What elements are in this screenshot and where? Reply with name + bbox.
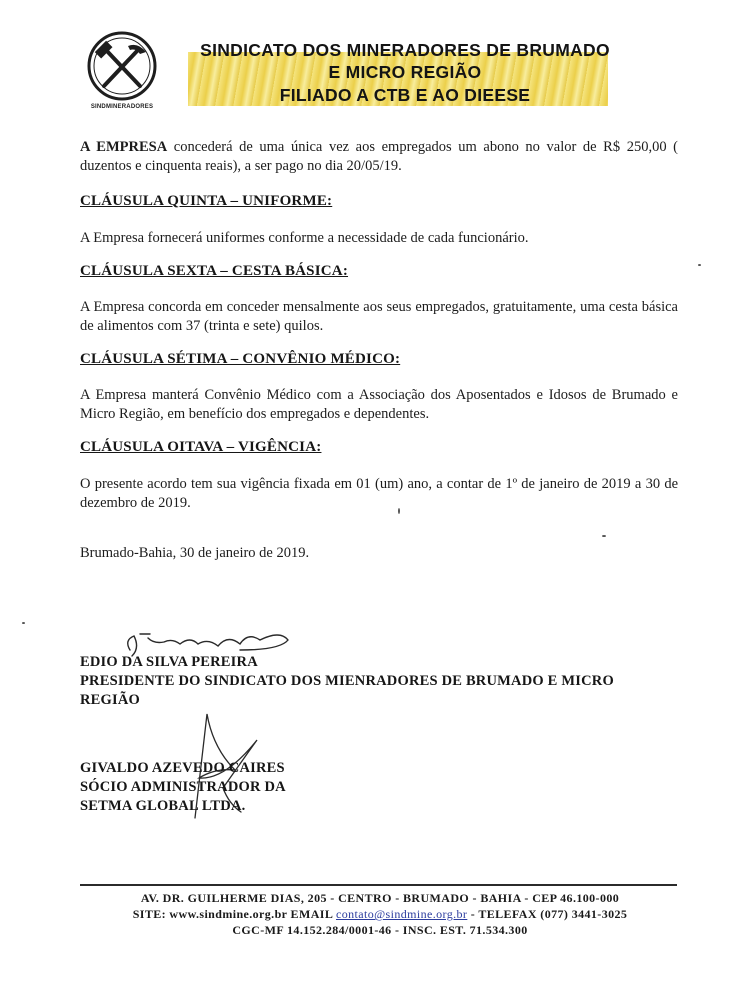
footer-email-link[interactable]: contato@sindmine.org.br (335, 907, 468, 921)
signatory-role-line: REGIÃO (80, 692, 141, 708)
footer-site: SITE: www.sindmine.org.br EMAIL (132, 907, 336, 921)
signatory-role-line: SÓCIO ADMINISTRADOR DA (80, 779, 286, 795)
footer-telefax: - TELEFAX (077) 3441-3025 (467, 907, 628, 921)
signatory-name: GIVALDO AZEVEDO CAIRES (80, 760, 285, 776)
letterhead-title-line2: E MICRO REGIÃO (328, 62, 482, 82)
scan-speck (22, 622, 25, 624)
signatory-role-line: SETMA GLOBAL LTDA. (80, 798, 246, 814)
union-logo (82, 30, 162, 116)
letterhead-title-line3: FILIADO A CTB E AO DIEESE (279, 85, 531, 105)
footer-registration: CGC-MF 14.152.284/0001-46 - INSC. EST. 71.534.300 (232, 923, 528, 937)
signatory-role-line: PRESIDENTE DO SINDICATO DOS MIENRADORES DE BRUMADO E MICRO (80, 673, 614, 689)
clause-text: A Empresa manterá Convênio Médico com a Associação dos Aposentados e Idosos de Brumado e Micro Região, em benefício dos empregados e dependentes. (80, 387, 678, 422)
logo-caption: SINDMINERADORES (90, 104, 154, 110)
clause-heading: CLÁUSULA SEXTA – CESTA BÁSICA: (80, 263, 349, 279)
pickaxe-hammer-icon (82, 30, 162, 104)
place-date: Brumado-Bahia, 30 de janeiro de 2019. (80, 545, 310, 561)
footer-divider (80, 884, 677, 886)
letterhead-title-line1: SINDICATO DOS MINERADORES DE BRUMADO (200, 40, 610, 60)
scan-speck (698, 264, 701, 266)
clause-heading: CLÁUSULA QUINTA – UNIFORME: (80, 193, 333, 209)
footer-address: AV. DR. GUILHERME DIAS, 205 - CENTRO - BRUMADO - BAHIA - CEP 46.100-000 (140, 891, 620, 905)
scan-speck (602, 535, 606, 537)
clause-heading: CLÁUSULA OITAVA – VIGÊNCIA: (80, 439, 322, 455)
signatory-name: EDIO DA SILVA PEREIRA (80, 654, 258, 670)
clause-heading: CLÁUSULA SÉTIMA – CONVÊNIO MÉDICO: (80, 351, 401, 367)
clause-text: A Empresa fornecerá uniformes conforme a necessidade de cada funcionário. (80, 230, 529, 246)
scan-speck (398, 508, 400, 514)
clause-text: O presente acordo tem sua vigência fixada em 01 (um) ano, a contar de 1º de janeiro de 2019 a 30 de dezembro de 2019. (80, 476, 678, 511)
clause-text: A Empresa concorda em conceder mensalmente aos seus empregados, gratuitamente, uma cesta básica de alimentos com 37 (trinta e sete) quilos. (80, 299, 678, 334)
intro-text: concederá de uma única vez aos empregados um abono no valor de R$ 250,00 ( duzentos e cinquenta reais), a ser pago no dia 20/05/19. (80, 139, 678, 174)
intro-lead: A EMPRESA (80, 139, 168, 155)
footer-contact (60, 907, 700, 922)
intro-paragraph (80, 138, 678, 176)
